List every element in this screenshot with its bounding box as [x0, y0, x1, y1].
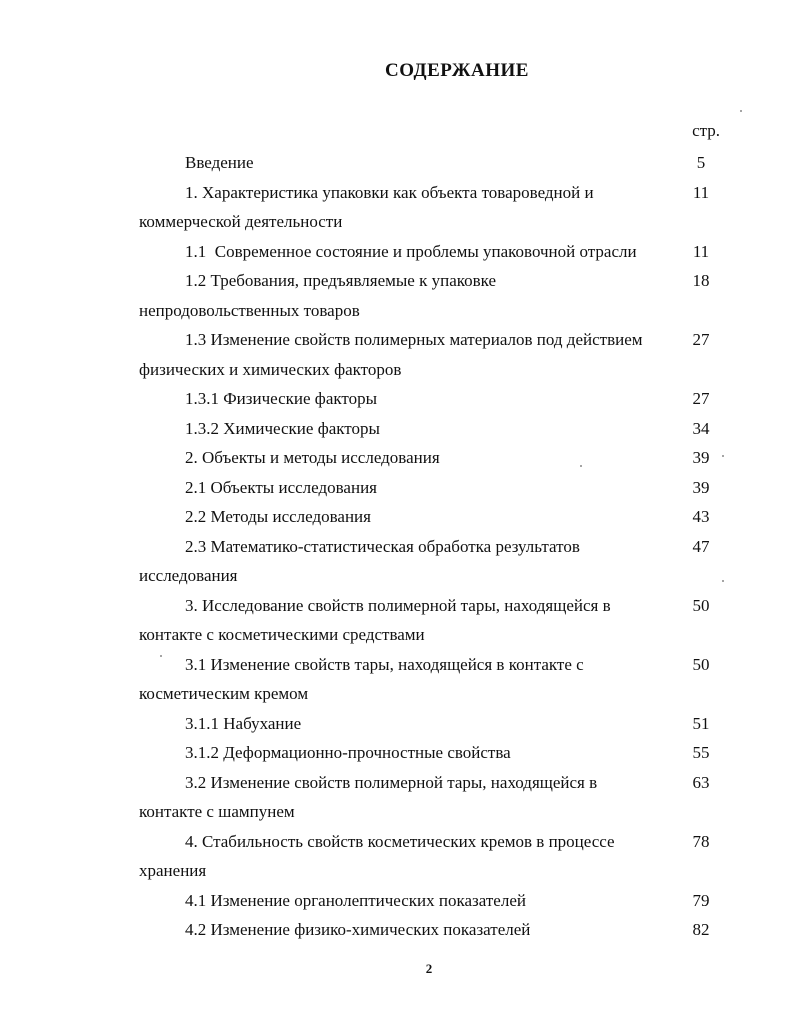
- toc-entry-title: 3.1 Изменение свойств тары, находящейся в контакте с: [185, 654, 584, 674]
- toc-entry-title-continued: исследования: [139, 566, 238, 585]
- page-column-header: стр.: [692, 121, 720, 140]
- toc-entry-page: 27: [692, 330, 710, 349]
- toc-entry-title: 4. Стабильность свойств косметических кремов в процессе: [185, 831, 615, 851]
- toc-entry-title-continued: контакте с шампунем: [139, 802, 295, 821]
- toc-entry-title: 2.2 Методы исследования: [185, 507, 371, 526]
- toc-entry-title: 4.1 Изменение органолептических показателей: [185, 890, 526, 910]
- toc-entry-title: 2. Объекты и методы исследования: [185, 448, 440, 467]
- toc-entry: [139, 709, 721, 739]
- toc-entry-title: 2.1 Объекты исследования: [185, 477, 377, 497]
- toc-entry: [139, 178, 721, 237]
- toc-entry: [139, 266, 721, 325]
- toc-entry: [139, 502, 721, 532]
- toc-entry-page: 50: [692, 595, 710, 615]
- toc-entry-title: 1.3 Изменение свойств полимерных материалов под действием: [185, 330, 643, 349]
- toc-entry-page: 39: [692, 448, 710, 467]
- toc-entry-title-continued: непродовольственных товаров: [139, 300, 360, 320]
- page-number: 2: [425, 961, 433, 976]
- page-title: СОДЕРЖАНИЕ: [385, 60, 529, 81]
- toc-entry: [139, 325, 721, 384]
- toc-entry-page: 47: [692, 536, 710, 556]
- toc-entry-title: 3. Исследование свойств полимерной тары, находящейся в: [185, 595, 611, 615]
- toc-entry-page: 79: [692, 890, 710, 910]
- toc-entry-title: 1.2 Требования, предъявляемые к упаковке: [185, 271, 497, 290]
- toc-entry-title: 3.1.1 Набухание: [185, 713, 302, 733]
- toc-entry-title: 1.3.2 Химические факторы: [185, 418, 380, 438]
- toc-entry-title: 3.1.2 Деформационно-прочностные свойства: [185, 743, 511, 762]
- toc-entry-page: 82: [692, 920, 710, 939]
- toc-entry-page: 51: [692, 713, 710, 733]
- toc-entry-page: 27: [692, 389, 710, 408]
- toc-entry: [139, 738, 721, 768]
- toc-entry-page: 11: [692, 182, 710, 202]
- toc-entry-page: 78: [692, 831, 710, 851]
- toc-entry: [139, 650, 721, 709]
- toc-entry: [139, 384, 721, 414]
- toc-entry-page: 5: [696, 153, 706, 172]
- toc-entry-page: 43: [692, 507, 710, 526]
- toc-entry-title: 3.2 Изменение свойств полимерной тары, находящейся в: [185, 772, 598, 792]
- toc-entry-page: 11: [692, 241, 710, 261]
- toc-entry-page: 55: [692, 743, 710, 762]
- toc-entry-title-continued: хранения: [139, 861, 207, 880]
- scan-speck: [580, 465, 582, 467]
- toc-entry: [139, 443, 721, 473]
- toc-entry-page: 39: [692, 477, 710, 497]
- toc-entry-title: Введение: [185, 153, 254, 172]
- scan-speck: [722, 580, 724, 582]
- table-of-contents: [139, 148, 721, 945]
- toc-entry-title-continued: контакте с косметическими средствами: [139, 625, 425, 644]
- toc-entry-page: 63: [692, 772, 710, 792]
- toc-entry-title: 1.3.1 Физические факторы: [185, 389, 378, 408]
- toc-entry: [139, 886, 721, 916]
- scan-speck: [722, 455, 724, 457]
- toc-entry-title-continued: физических и химических факторов: [139, 359, 402, 379]
- toc-entry: [139, 532, 721, 591]
- toc-entry: [139, 915, 721, 945]
- toc-entry: [139, 591, 721, 650]
- scan-speck: [160, 655, 162, 657]
- toc-entry-page: 18: [692, 271, 710, 290]
- toc-entry: [139, 768, 721, 827]
- toc-entry-title: 2.3 Математико-статистическая обработка результатов: [185, 536, 580, 556]
- toc-entry-title-continued: косметическим кремом: [139, 684, 309, 703]
- toc-entry: [139, 148, 721, 178]
- toc-entry: [139, 827, 721, 886]
- toc-entry-page: 50: [692, 654, 710, 674]
- toc-entry-title: 4.2 Изменение физико-химических показателей: [185, 920, 531, 939]
- toc-entry-title: 1. Характеристика упаковки как объекта товароведной и: [185, 182, 594, 202]
- toc-entry-title-continued: коммерческой деятельности: [139, 212, 343, 231]
- toc-entry: [139, 237, 721, 267]
- toc-entry: [139, 414, 721, 444]
- scan-speck: [740, 110, 742, 112]
- toc-entry-title: 1.1 Современное состояние и проблемы упаковочной отрасли: [185, 241, 637, 261]
- toc-entry: [139, 473, 721, 503]
- toc-entry-page: 34: [692, 418, 710, 438]
